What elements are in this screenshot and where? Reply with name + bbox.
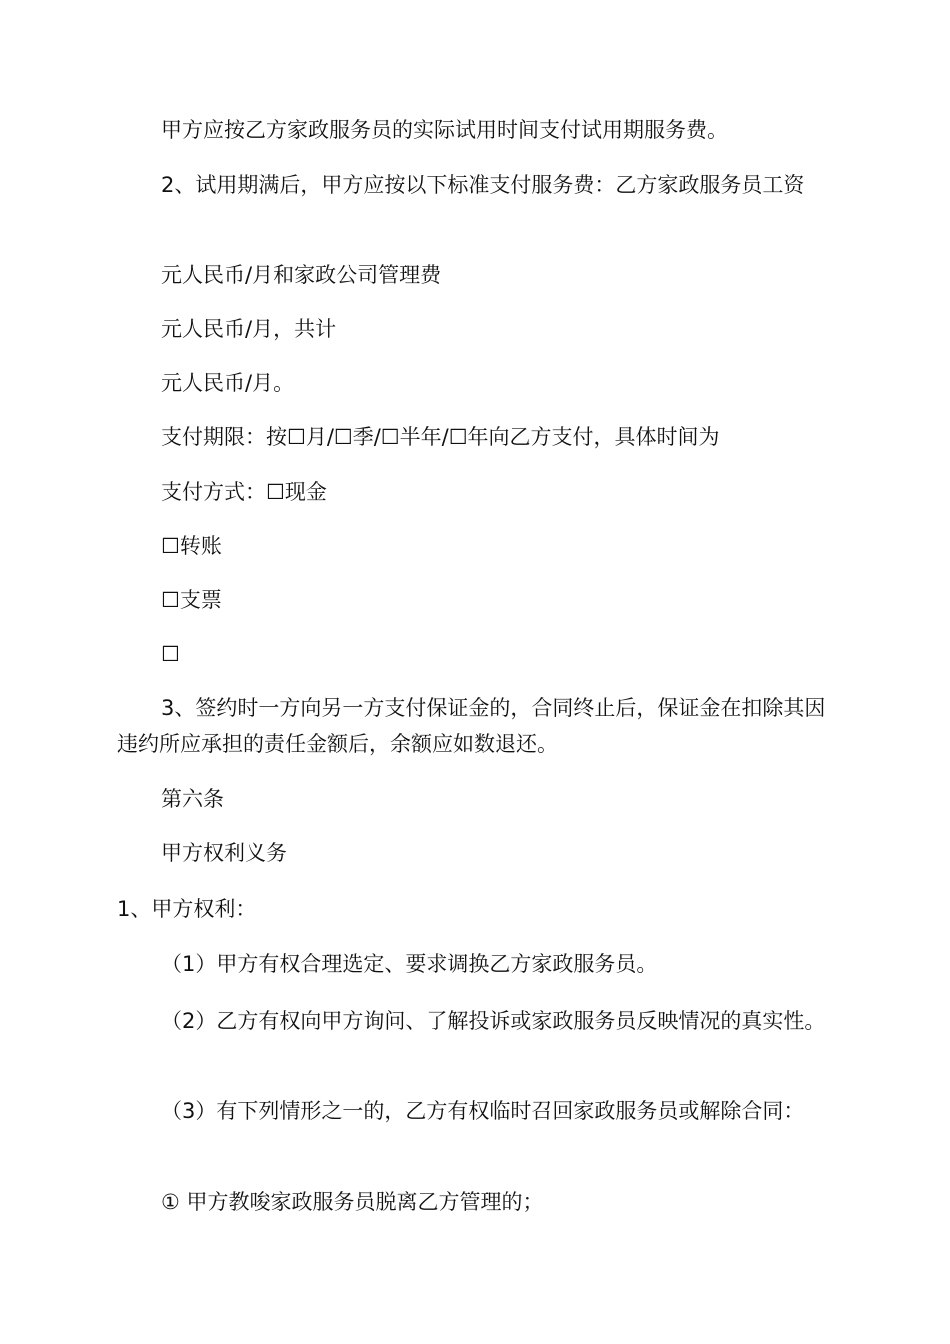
paragraph: ☐ [161,642,180,666]
paragraph: 支付方式：☐现金 [161,480,327,504]
list-item: （2）乙方有权向甲方询问、了解投诉或家政服务员反映情况的真实性。 [161,1009,826,1033]
list-heading: 1、甲方权利： [117,897,257,921]
list-item: （3）有下列情形之一的，乙方有权临时召回家政服务员或解除合同： [161,1099,805,1123]
paragraph: 支付期限：按☐月/☐季/☐半年/☐年向乙方支付，具体时间为 [161,425,720,449]
list-item: （1）甲方有权合理选定、要求调换乙方家政服务员。 [161,952,658,976]
paragraph: 元人民币/月，共计 [161,317,337,341]
paragraph: 元人民币/月和家政公司管理费 [161,263,442,287]
paragraph: 元人民币/月。 [161,371,295,395]
paragraph: 甲方应按乙方家政服务员的实际试用时间支付试用期服务费。 [161,118,728,142]
paragraph: 2、试用期满后，甲方应按以下标准支付服务费：乙方家政服务员工资 [161,173,805,197]
list-item: ① 甲方教唆家政服务员脱离乙方管理的； [161,1190,544,1214]
paragraph: 3、签约时一方向另一方支付保证金的，合同终止后，保证金在扣除其因违约所应承担的责任金额后，余额应如数退还。 [117,696,826,756]
paragraph: ☐转账 [161,534,222,558]
paragraph: ☐支票 [161,588,222,612]
article-heading: 第六条 [161,787,224,811]
section-heading: 甲方权利义务 [161,841,287,865]
